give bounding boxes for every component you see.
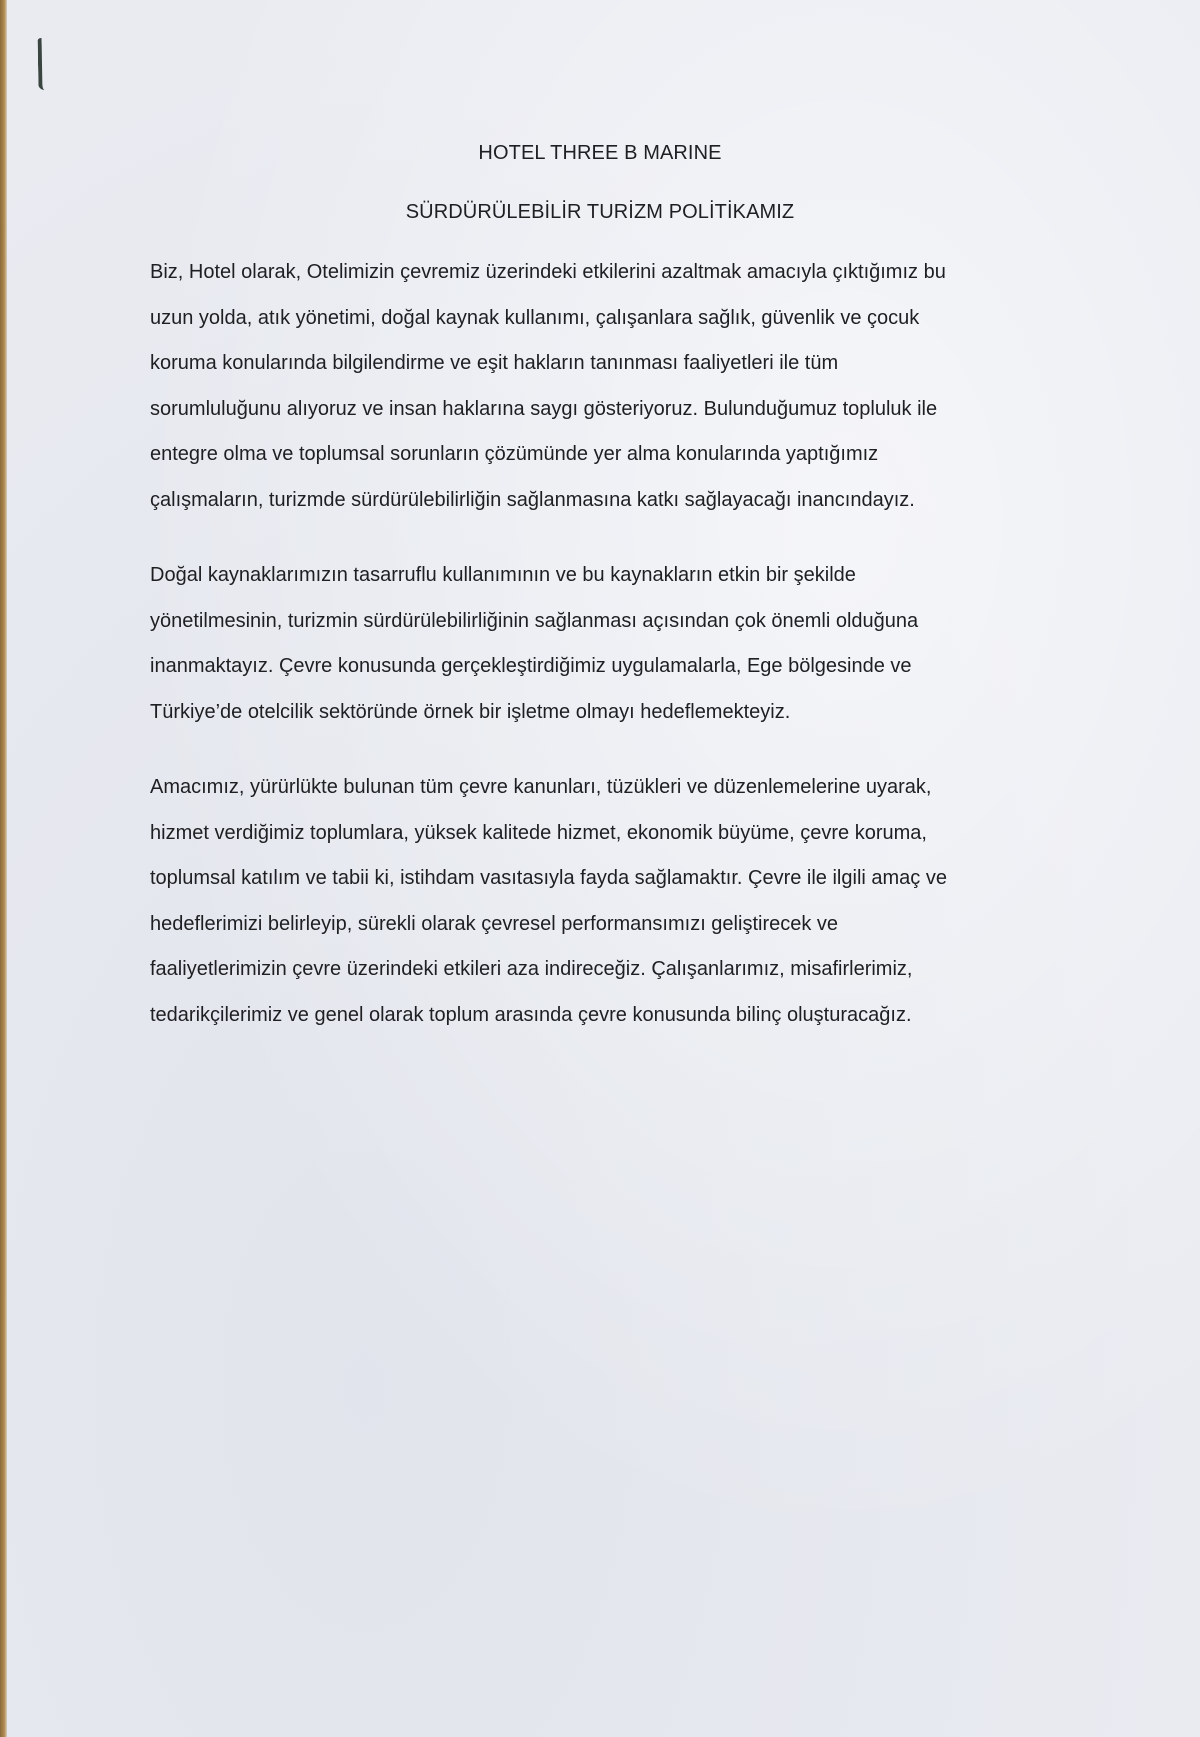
paragraph-line: tedarikçilerimiz ve genel olarak toplum arasında çevre konusunda bilinç oluşturacağız. [150,1003,912,1026]
paper-edge [0,0,7,1737]
paragraph-line: Doğal kaynaklarımızın tasarruflu kullanımının ve bu kaynakların etkin bir şekilde [150,564,856,586]
paragraph-3 [150,765,1030,1038]
paragraph-line: toplumsal katılım ve tabii ki, istihdam vasıtasıyla fayda sağlamaktır. Çevre ile ilgili amaç ve [150,867,947,889]
paragraph-line: inanmaktayız. Çevre konusunda gerçekleştirdiğimiz uygulamalarla, Ege bölgesinde ve [150,655,912,677]
paragraph-line: entegre olma ve toplumsal sorunların çözümünde yer alma konularında yaptığımız [150,443,879,465]
paragraph-line: Biz, Hotel olarak, Otelimizin çevremiz üzerindeki etkilerini azaltmak amacıyla çıktığımız bu [150,261,946,283]
paragraph-line: Türkiye’de otelcilik sektöründe örnek bir işletme olmayı hedeflemekteyiz. [150,700,791,723]
pen-mark [38,38,48,90]
paragraph-2 [150,553,1030,735]
paragraph-line: uzun yolda, atık yönetimi, doğal kaynak kullanımı, çalışanlara sağlık, güvenlik ve çocuk [150,306,920,329]
paragraph-line: çalışmaların, turizmde sürdürülebilirliğin sağlanmasına katkı sağlayacağı inancındayız. [150,488,915,511]
paragraph-line: koruma konularında bilgilendirme ve eşit hakların tanınması faaliyetleri ile tüm [150,352,839,374]
paragraph-line: sorumluluğunu alıyoruz ve insan haklarına saygı gösteriyoruz. Bulunduğumuz topluluk ile [150,397,938,420]
document-subtitle: SÜRDÜRÜLEBİLİR TURİZM POLİTİKAMIZ [405,201,795,223]
document-title: HOTEL THREE B MARINE [478,142,722,164]
paragraph-line: hizmet verdiğimiz toplumlara, yüksek kalitede hizmet, ekonomik büyüme, çevre koruma, [150,821,927,844]
paragraph-line: yönetilmesinin, turizmin sürdürülebilirliğinin sağlanması açısından çok önemli olduğuna [150,609,919,632]
paragraph-line: Amacımız, yürürlükte bulunan tüm çevre kanunları, tüzükleri ve düzenlemelerine uyarak, [150,776,932,798]
paragraph-line: hedeflerimizi belirleyip, sürekli olarak çevresel performansımızı geliştirecek ve [150,912,839,935]
paragraph-1 [150,250,1030,523]
paragraph-line: faaliyetlerimizin çevre üzerindeki etkileri aza indireceğiz. Çalışanlarımız, misafirlerimiz, [150,958,913,980]
